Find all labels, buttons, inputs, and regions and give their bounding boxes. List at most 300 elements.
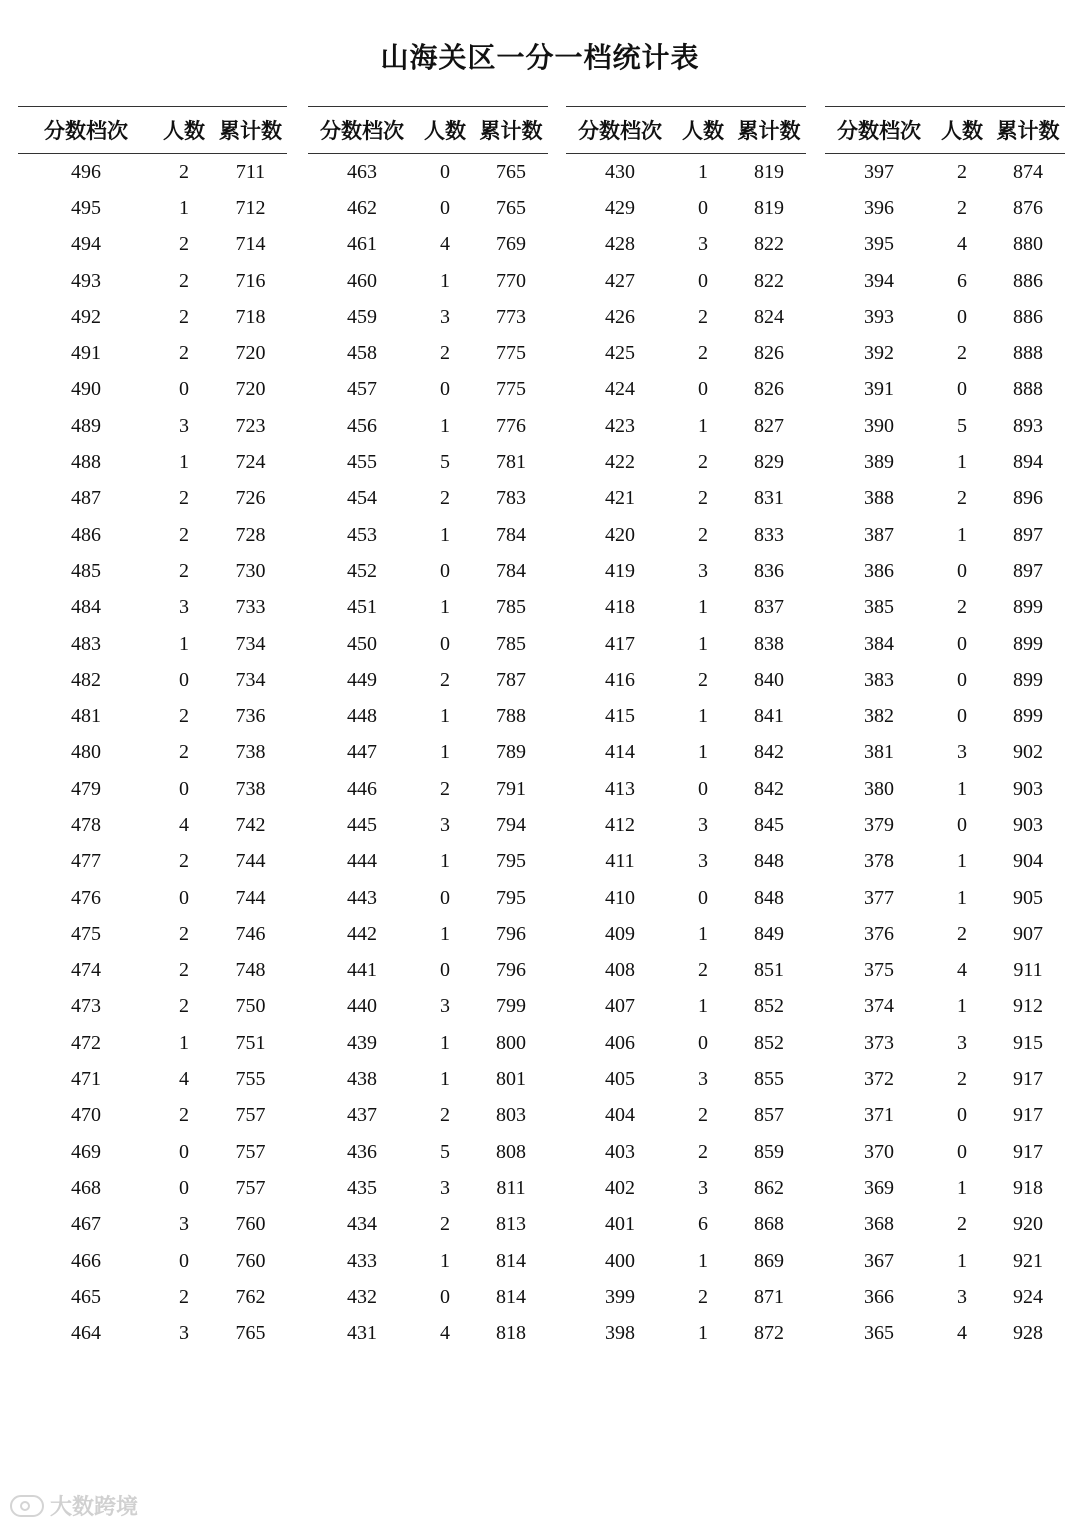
cumulative-cell: 907 — [1013, 922, 1043, 945]
score-cell: 452 — [347, 559, 377, 582]
score-table-3 — [566, 106, 806, 1352]
table-row — [566, 1025, 806, 1061]
score-cell: 412 — [605, 813, 635, 836]
table-row — [308, 916, 548, 952]
score-cell: 415 — [605, 705, 635, 728]
cumulative-cell: 833 — [754, 523, 784, 546]
cumulative-cell: 733 — [235, 596, 266, 619]
table-row — [18, 735, 287, 771]
score-cell: 485 — [71, 559, 101, 582]
count-cell: 4 — [957, 1322, 967, 1345]
cumulative-cell: 796 — [496, 959, 526, 982]
count-cell: 2 — [440, 342, 450, 365]
score-cell: 490 — [71, 378, 101, 401]
count-cell: 3 — [698, 1068, 708, 1091]
cumulative-cell: 775 — [496, 378, 526, 401]
cumulative-cell: 857 — [754, 1104, 784, 1127]
count-cell: 0 — [440, 378, 450, 401]
cumulative-cell: 799 — [496, 995, 526, 1018]
count-cell: 0 — [698, 777, 708, 800]
score-cell: 374 — [864, 995, 894, 1018]
count-cell: 2 — [698, 305, 708, 328]
table-row — [825, 553, 1065, 589]
cumulative-cell: 849 — [754, 922, 784, 945]
cumulative-cell: 862 — [754, 1176, 784, 1199]
count-cell: 0 — [440, 886, 450, 909]
score-cell: 493 — [71, 269, 101, 292]
score-cell: 465 — [71, 1285, 101, 1308]
table-row — [308, 1134, 548, 1170]
table-row — [825, 1061, 1065, 1097]
count-cell: 2 — [179, 741, 189, 764]
cumulative-cell: 920 — [1013, 1213, 1043, 1236]
cumulative-cell: 894 — [1013, 451, 1043, 474]
score-cell: 380 — [864, 777, 894, 800]
score-cell: 393 — [864, 305, 894, 328]
count-cell: 3 — [698, 1176, 708, 1199]
count-cell: 0 — [957, 1140, 967, 1163]
score-cell: 488 — [71, 451, 101, 474]
count-cell: 1 — [957, 995, 967, 1018]
table-row — [308, 190, 548, 226]
cumulative-cell: 924 — [1013, 1285, 1043, 1308]
cumulative-cell: 712 — [235, 196, 266, 219]
cumulative-cell: 928 — [1013, 1322, 1043, 1345]
table-row — [308, 444, 548, 480]
count-cell: 3 — [440, 1176, 450, 1199]
score-cell: 400 — [605, 1249, 635, 1272]
score-cell: 379 — [864, 813, 894, 836]
cumulative-cell: 801 — [496, 1068, 526, 1091]
table-row — [308, 844, 548, 880]
table-row — [825, 444, 1065, 480]
score-table-body — [566, 154, 806, 1352]
score-cell: 423 — [605, 414, 635, 437]
cumulative-cell: 903 — [1013, 777, 1043, 800]
count-cell: 1 — [957, 886, 967, 909]
cumulative-cell: 855 — [754, 1068, 784, 1091]
count-cell: 2 — [179, 305, 189, 328]
count-cell: 1 — [440, 523, 450, 546]
count-cell: 1 — [957, 1176, 967, 1199]
count-cell: 2 — [698, 959, 708, 982]
score-cell: 489 — [71, 414, 101, 437]
count-cell: 0 — [957, 1104, 967, 1127]
score-cell: 381 — [864, 741, 894, 764]
score-cell: 366 — [864, 1285, 894, 1308]
score-cell: 410 — [605, 886, 635, 909]
table-row — [566, 481, 806, 517]
table-row — [18, 698, 287, 734]
cumulative-cell: 716 — [235, 269, 266, 292]
watermark-logo-icon — [10, 1495, 44, 1517]
cumulative-cell: 765 — [235, 1322, 266, 1345]
table-row — [308, 626, 548, 662]
count-cell: 0 — [179, 1249, 189, 1272]
table-row — [825, 1170, 1065, 1206]
table-row — [566, 662, 806, 698]
cumulative-cell: 899 — [1013, 705, 1043, 728]
count-cell: 1 — [698, 995, 708, 1018]
count-cell: 1 — [698, 414, 708, 437]
table-row — [308, 1243, 548, 1279]
score-table-1 — [18, 106, 287, 1352]
table-row — [825, 299, 1065, 335]
cumulative-cell: 781 — [496, 451, 526, 474]
count-cell: 0 — [957, 632, 967, 655]
table-row — [18, 1025, 287, 1061]
score-cell: 414 — [605, 741, 635, 764]
table-row — [825, 1207, 1065, 1243]
score-cell: 443 — [347, 886, 377, 909]
table-row — [825, 408, 1065, 444]
table-row — [825, 481, 1065, 517]
count-cell: 2 — [957, 1068, 967, 1091]
table-row — [566, 553, 806, 589]
count-cell: 0 — [179, 1140, 189, 1163]
score-cell: 368 — [864, 1213, 894, 1236]
table-row — [566, 263, 806, 299]
cumulative-cell: 899 — [1013, 632, 1043, 655]
count-cell: 2 — [698, 342, 708, 365]
cumulative-cell: 852 — [754, 1031, 784, 1054]
cumulative-cell: 811 — [496, 1176, 526, 1199]
cumulative-cell: 921 — [1013, 1249, 1043, 1272]
table-row — [308, 408, 548, 444]
cumulative-cell: 785 — [496, 596, 526, 619]
score-cell: 486 — [71, 523, 101, 546]
table-row — [825, 1243, 1065, 1279]
count-cell: 3 — [179, 1213, 189, 1236]
table-row — [566, 227, 806, 263]
cumulative-cell: 819 — [754, 160, 784, 183]
score-cell: 470 — [71, 1104, 101, 1127]
table-row — [566, 335, 806, 371]
count-cell: 1 — [440, 414, 450, 437]
table-row — [18, 335, 287, 371]
count-cell: 2 — [179, 1104, 189, 1127]
score-cell: 430 — [605, 160, 635, 183]
count-cell: 1 — [698, 160, 708, 183]
score-cell: 476 — [71, 886, 101, 909]
cumulative-cell: 888 — [1013, 378, 1043, 401]
score-cell: 406 — [605, 1031, 635, 1054]
count-cell: 3 — [440, 305, 450, 328]
count-cell: 1 — [957, 451, 967, 474]
cumulative-cell: 859 — [754, 1140, 784, 1163]
count-cell: 2 — [440, 1104, 450, 1127]
score-cell: 399 — [605, 1285, 635, 1308]
count-cell: 3 — [440, 813, 450, 836]
cumulative-cell: 748 — [235, 959, 266, 982]
score-cell: 398 — [605, 1322, 635, 1345]
score-cell: 433 — [347, 1249, 377, 1272]
cumulative-cell: 773 — [496, 305, 526, 328]
table-row — [18, 154, 287, 191]
cumulative-cell: 893 — [1013, 414, 1043, 437]
table-row — [566, 190, 806, 226]
count-cell: 3 — [698, 233, 708, 256]
table-row — [566, 626, 806, 662]
score-cell: 481 — [71, 705, 101, 728]
score-tables — [0, 106, 1080, 1366]
score-cell: 420 — [605, 523, 635, 546]
table-row — [18, 553, 287, 589]
cumulative-cell: 841 — [754, 705, 784, 728]
score-cell: 395 — [864, 233, 894, 256]
table-row — [308, 517, 548, 553]
cumulative-cell: 829 — [754, 451, 784, 474]
score-cell: 466 — [71, 1249, 101, 1272]
cumulative-cell: 824 — [754, 305, 784, 328]
count-cell: 1 — [698, 596, 708, 619]
count-cell: 3 — [698, 813, 708, 836]
cumulative-cell: 755 — [235, 1068, 266, 1091]
count-cell: 2 — [179, 523, 189, 546]
cumulative-cell: 905 — [1013, 886, 1043, 909]
cumulative-cell: 791 — [496, 777, 526, 800]
cumulative-cell: 826 — [754, 378, 784, 401]
count-cell: 1 — [440, 596, 450, 619]
score-cell: 472 — [71, 1031, 101, 1054]
score-cell: 471 — [71, 1068, 101, 1091]
count-cell: 0 — [440, 1285, 450, 1308]
header-count: 人数 — [416, 107, 474, 154]
table-row — [308, 698, 548, 734]
table-row — [825, 771, 1065, 807]
table-row — [18, 517, 287, 553]
table-row — [825, 626, 1065, 662]
count-cell: 1 — [957, 523, 967, 546]
cumulative-cell: 757 — [235, 1104, 266, 1127]
table-row — [825, 335, 1065, 371]
score-cell: 464 — [71, 1322, 101, 1345]
count-cell: 1 — [698, 922, 708, 945]
count-cell: 4 — [179, 1068, 189, 1091]
table-row — [308, 553, 548, 589]
cumulative-cell: 783 — [496, 487, 526, 510]
cumulative-cell: 872 — [754, 1322, 784, 1345]
score-cell: 491 — [71, 342, 101, 365]
cumulative-cell: 765 — [496, 160, 526, 183]
score-cell: 484 — [71, 596, 101, 619]
score-cell: 458 — [347, 342, 377, 365]
table-row — [566, 880, 806, 916]
cumulative-cell: 886 — [1013, 269, 1043, 292]
table-row — [18, 844, 287, 880]
table-row — [308, 989, 548, 1025]
cumulative-cell: 903 — [1013, 813, 1043, 836]
cumulative-cell: 787 — [496, 668, 526, 691]
count-cell: 3 — [179, 596, 189, 619]
cumulative-cell: 808 — [496, 1140, 526, 1163]
score-cell: 462 — [347, 196, 377, 219]
table-row — [308, 662, 548, 698]
table-row — [566, 1061, 806, 1097]
cumulative-cell: 784 — [496, 523, 526, 546]
table-row — [825, 1316, 1065, 1352]
cumulative-cell: 711 — [235, 160, 266, 183]
table-row — [825, 1279, 1065, 1315]
count-cell: 3 — [698, 850, 708, 873]
score-cell: 437 — [347, 1104, 377, 1127]
cumulative-cell: 897 — [1013, 559, 1043, 582]
score-cell: 403 — [605, 1140, 635, 1163]
score-cell: 495 — [71, 196, 101, 219]
cumulative-cell: 724 — [235, 451, 266, 474]
cumulative-cell: 742 — [235, 813, 266, 836]
table-row — [566, 989, 806, 1025]
cumulative-cell: 718 — [235, 305, 266, 328]
table-row — [308, 263, 548, 299]
cumulative-cell: 795 — [496, 850, 526, 873]
table-row — [566, 372, 806, 408]
cumulative-cell: 794 — [496, 813, 526, 836]
table-row — [308, 335, 548, 371]
count-cell: 0 — [957, 559, 967, 582]
table-row — [308, 1279, 548, 1315]
table-row — [18, 1279, 287, 1315]
table-row — [18, 299, 287, 335]
score-cell: 391 — [864, 378, 894, 401]
score-cell: 475 — [71, 922, 101, 945]
cumulative-cell: 848 — [754, 850, 784, 873]
cumulative-cell: 836 — [754, 559, 784, 582]
header-count: 人数 — [154, 107, 214, 154]
table-row — [566, 698, 806, 734]
cumulative-cell: 714 — [235, 233, 266, 256]
table-row — [18, 1098, 287, 1134]
cumulative-cell: 720 — [235, 378, 266, 401]
count-cell: 2 — [179, 850, 189, 873]
count-cell: 6 — [698, 1213, 708, 1236]
cumulative-cell: 769 — [496, 233, 526, 256]
score-cell: 479 — [71, 777, 101, 800]
count-cell: 2 — [179, 922, 189, 945]
cumulative-cell: 814 — [496, 1249, 526, 1272]
count-cell: 1 — [440, 1031, 450, 1054]
header-score-level: 分数档次 — [18, 107, 154, 154]
count-cell: 2 — [440, 777, 450, 800]
count-cell: 2 — [179, 1285, 189, 1308]
count-cell: 4 — [179, 813, 189, 836]
cumulative-cell: 899 — [1013, 668, 1043, 691]
score-cell: 492 — [71, 305, 101, 328]
table-row — [566, 1316, 806, 1352]
score-cell: 409 — [605, 922, 635, 945]
cumulative-cell: 813 — [496, 1213, 526, 1236]
cumulative-cell: 831 — [754, 487, 784, 510]
count-cell: 2 — [179, 160, 189, 183]
count-cell: 0 — [179, 1176, 189, 1199]
table-row — [18, 190, 287, 226]
score-cell: 387 — [864, 523, 894, 546]
table-row — [825, 372, 1065, 408]
table-row — [308, 1170, 548, 1206]
score-cell: 446 — [347, 777, 377, 800]
cumulative-cell: 917 — [1013, 1140, 1043, 1163]
score-cell: 434 — [347, 1213, 377, 1236]
score-cell: 483 — [71, 632, 101, 655]
cumulative-cell: 842 — [754, 741, 784, 764]
table-row — [825, 1025, 1065, 1061]
score-cell: 455 — [347, 451, 377, 474]
table-row — [308, 735, 548, 771]
score-cell: 396 — [864, 196, 894, 219]
table-row — [566, 408, 806, 444]
header-score-level: 分数档次 — [308, 107, 416, 154]
count-cell: 3 — [179, 1322, 189, 1345]
count-cell: 0 — [698, 378, 708, 401]
score-cell: 369 — [864, 1176, 894, 1199]
cumulative-cell: 738 — [235, 777, 266, 800]
cumulative-cell: 744 — [235, 886, 266, 909]
cumulative-cell: 734 — [235, 668, 266, 691]
cumulative-cell: 871 — [754, 1285, 784, 1308]
count-cell: 0 — [698, 269, 708, 292]
count-cell: 1 — [957, 777, 967, 800]
table-row — [18, 989, 287, 1025]
score-cell: 438 — [347, 1068, 377, 1091]
score-table-body — [825, 154, 1065, 1352]
table-row — [825, 263, 1065, 299]
count-cell: 2 — [957, 342, 967, 365]
score-cell: 392 — [864, 342, 894, 365]
score-table-body — [18, 154, 287, 1352]
score-cell: 419 — [605, 559, 635, 582]
score-cell: 477 — [71, 850, 101, 873]
table-row — [18, 590, 287, 626]
table-row — [18, 953, 287, 989]
table-row — [308, 1207, 548, 1243]
score-cell: 389 — [864, 451, 894, 474]
score-cell: 441 — [347, 959, 377, 982]
score-cell: 394 — [864, 269, 894, 292]
score-cell: 422 — [605, 451, 635, 474]
score-cell: 397 — [864, 160, 894, 183]
table-row — [566, 844, 806, 880]
table-row — [18, 1316, 287, 1352]
score-cell: 447 — [347, 741, 377, 764]
cumulative-cell: 904 — [1013, 850, 1043, 873]
cumulative-cell: 734 — [235, 632, 266, 655]
cumulative-cell: 751 — [235, 1031, 266, 1054]
count-cell: 2 — [179, 959, 189, 982]
cumulative-cell: 803 — [496, 1104, 526, 1127]
table-row — [566, 771, 806, 807]
score-cell: 435 — [347, 1176, 377, 1199]
score-cell: 451 — [347, 596, 377, 619]
score-cell: 450 — [347, 632, 377, 655]
count-cell: 2 — [957, 596, 967, 619]
count-cell: 0 — [957, 378, 967, 401]
table-row — [18, 1061, 287, 1097]
count-cell: 0 — [179, 886, 189, 909]
header-cumulative: 累计数 — [732, 107, 806, 154]
score-cell: 371 — [864, 1104, 894, 1127]
count-cell: 1 — [179, 1031, 189, 1054]
table-row — [308, 1098, 548, 1134]
table-row — [308, 880, 548, 916]
count-cell: 1 — [698, 1249, 708, 1272]
count-cell: 2 — [179, 705, 189, 728]
score-cell: 463 — [347, 160, 377, 183]
count-cell: 2 — [698, 1285, 708, 1308]
count-cell: 2 — [698, 487, 708, 510]
table-row — [18, 807, 287, 843]
score-table-body — [308, 154, 548, 1352]
score-cell: 372 — [864, 1068, 894, 1091]
